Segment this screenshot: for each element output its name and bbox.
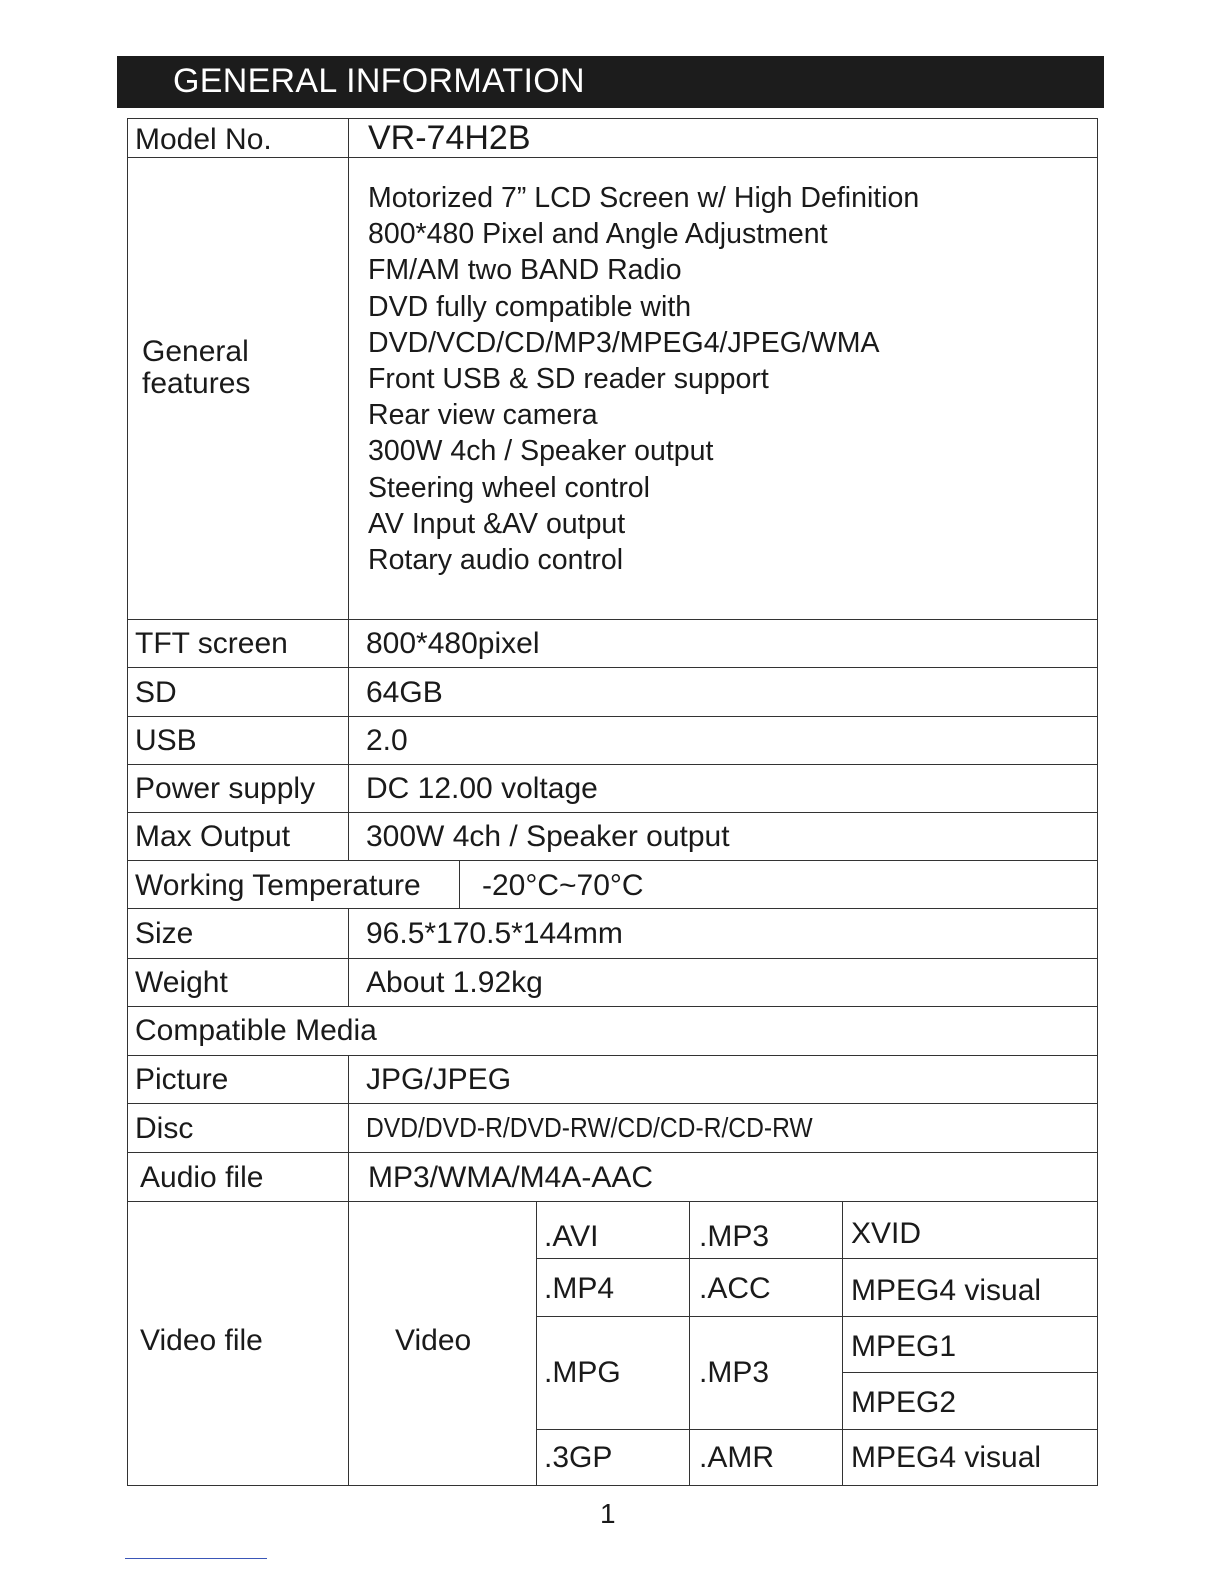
- row-divider: [127, 667, 1098, 668]
- video-audio-codec: .MP3: [699, 1220, 770, 1253]
- size-value: 96.5*170.5*144mm: [366, 917, 623, 950]
- video-row-divider: [536, 1429, 1098, 1430]
- video-codec: XVID: [851, 1217, 922, 1250]
- row-divider: [127, 157, 1098, 158]
- row-divider: [127, 619, 1098, 620]
- video-container: .AVI: [544, 1220, 599, 1253]
- video-container: .MP4: [544, 1272, 615, 1305]
- max-output-value: 300W 4ch / Speaker output: [366, 820, 730, 853]
- video-codec: MPEG2: [851, 1386, 957, 1419]
- row-divider: [127, 860, 1098, 861]
- audio-file-label: Audio file: [140, 1161, 264, 1194]
- video-codec: MPEG4 visual: [851, 1441, 1042, 1474]
- row-divider: [127, 1201, 1098, 1202]
- general-features-list: [368, 180, 919, 578]
- video-row-divider: [842, 1372, 1098, 1373]
- column-divider: [348, 1055, 349, 1486]
- temperature-value: -20°C~70°C: [482, 869, 644, 902]
- weight-value: About 1.92kg: [366, 966, 543, 999]
- feature-item: 800*480 Pixel and Angle Adjustment: [368, 218, 828, 251]
- row-divider: [127, 908, 1098, 909]
- disc-value: DVD/DVD-R/DVD-RW/CD/CD-R/CD-RW: [366, 1112, 813, 1143]
- row-divider: [127, 716, 1098, 717]
- feature-item: DVD fully compatible with: [368, 290, 692, 323]
- column-divider: [348, 118, 349, 860]
- row-divider: [127, 812, 1098, 813]
- page-number: 1: [600, 1498, 616, 1529]
- size-label: Size: [135, 917, 194, 950]
- feature-item: Motorized 7” LCD Screen w/ High Definition: [368, 182, 920, 214]
- video-sublabel: Video: [395, 1324, 472, 1357]
- feature-item: Steering wheel control: [368, 471, 650, 504]
- feature-item: Rotary audio control: [368, 544, 624, 577]
- general-features-label: General features: [142, 335, 251, 400]
- feature-item: Front USB & SD reader support: [368, 363, 769, 396]
- audio-file-value: MP3/WMA/M4A-AAC: [368, 1161, 654, 1194]
- weight-label: Weight: [135, 966, 228, 999]
- sd-value: 64GB: [366, 676, 443, 709]
- picture-label: Picture: [135, 1063, 229, 1096]
- footer-rule: [125, 1558, 267, 1559]
- row-divider: [127, 1055, 1098, 1056]
- video-audio-codec: .MP3: [699, 1356, 770, 1389]
- section-header-bar: [117, 56, 1104, 108]
- compatible-media-heading: Compatible Media: [135, 1014, 377, 1047]
- power-value: DC 12.00 voltage: [366, 772, 598, 805]
- feature-item: Rear view camera: [368, 399, 598, 432]
- power-label: Power supply: [135, 772, 316, 805]
- video-row-divider: [536, 1258, 1098, 1259]
- tft-label: TFT screen: [135, 627, 288, 660]
- video-container: .MPG: [544, 1356, 621, 1389]
- sd-label: SD: [135, 676, 177, 709]
- video-audio-codec: .ACC: [699, 1272, 771, 1305]
- column-divider: [689, 1201, 690, 1486]
- disc-label: Disc: [135, 1112, 194, 1145]
- max-output-label: Max Output: [135, 820, 291, 853]
- video-codec: MPEG4 visual: [851, 1274, 1042, 1307]
- feature-item: DVD/VCD/CD/MP3/MPEG4/JPEG/WMA: [368, 326, 880, 359]
- usb-value: 2.0: [366, 724, 408, 757]
- row-divider: [127, 764, 1098, 765]
- section-title: GENERAL INFORMATION: [173, 62, 585, 100]
- tft-value: 800*480pixel: [366, 627, 540, 660]
- column-divider: [459, 860, 460, 908]
- temperature-label: Working Temperature: [135, 869, 421, 902]
- usb-label: USB: [135, 724, 197, 757]
- feature-item: 300W 4ch / Speaker output: [368, 435, 714, 468]
- video-audio-codec: .AMR: [699, 1441, 774, 1474]
- feature-item: AV Input &AV output: [368, 507, 626, 540]
- column-divider: [842, 1201, 843, 1486]
- model-label: Model No.: [135, 123, 272, 156]
- video-container: .3GP: [544, 1441, 613, 1474]
- row-divider: [127, 1152, 1098, 1153]
- row-divider: [127, 1103, 1098, 1104]
- video-row-divider: [536, 1316, 1098, 1317]
- picture-value: JPG/JPEG: [366, 1063, 512, 1096]
- row-divider: [127, 1006, 1098, 1007]
- column-divider: [536, 1201, 537, 1486]
- row-divider: [127, 958, 1098, 959]
- feature-item: FM/AM two BAND Radio: [368, 254, 682, 287]
- video-codec: MPEG1: [851, 1330, 957, 1363]
- model-value: VR-74H2B: [368, 119, 531, 157]
- video-file-label: Video file: [140, 1324, 263, 1357]
- column-divider: [348, 908, 349, 1006]
